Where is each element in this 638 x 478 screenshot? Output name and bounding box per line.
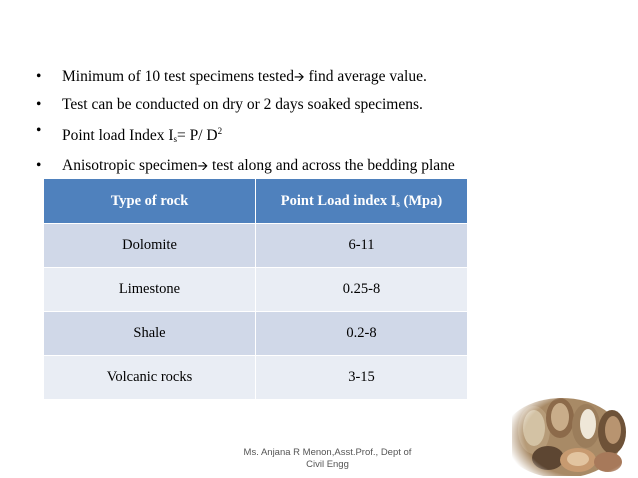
bullet-text: Anisotropic specimen (62, 156, 198, 174)
bullet-item-anisotropic (30, 153, 455, 181)
index-value-cell: 3-15 (256, 356, 468, 400)
header-point-load-index (256, 179, 468, 224)
right-arrow-icon: 🡪 (197, 158, 209, 174)
index-value-cell: 6-11 (256, 224, 468, 268)
index-value-cell: 0.25-8 (256, 268, 468, 312)
bullet-list (30, 64, 455, 180)
bullet-dot: • (36, 68, 42, 85)
rock-name-cell: Shale (44, 312, 256, 356)
bullet-dot: • (36, 95, 42, 113)
rock-name-cell: Limestone (44, 268, 256, 312)
point-load-table (43, 178, 468, 400)
bullet-text: Test can be conducted on dry or 2 days soaked specimens. (62, 95, 423, 113)
bullet-dot: • (36, 122, 42, 139)
header-col2-prefix: Point Load index I (280, 192, 397, 209)
bullet-item-test-conditions (30, 92, 455, 119)
bullet-dot: • (36, 156, 42, 174)
formula-subscript: s (173, 134, 178, 144)
bullet-text-rest: test along and across the bedding plane (208, 156, 455, 174)
right-arrow-icon: 🡪 (294, 70, 305, 85)
formula-superscript: 2 (217, 126, 223, 136)
rock-name-cell: Volcanic rocks (44, 356, 256, 400)
bullet-item-formula (30, 118, 455, 153)
bullet-item-specimen-count (30, 64, 455, 92)
footer-line-1: Ms. Anjana R Menon,Asst.Prof., Dept of (243, 447, 412, 458)
formula-middle: = P/ D (177, 127, 218, 144)
index-value-cell: 0.2-8 (256, 312, 468, 356)
table-row (44, 356, 468, 400)
header-rock-type: Type of rock (44, 179, 256, 224)
table-row (44, 224, 468, 268)
footer-line-2: Civil Engg (306, 459, 349, 470)
bullet-text-rest: find average value. (304, 68, 427, 85)
table-row (44, 312, 468, 356)
formula-prefix: Point load Index I (62, 127, 174, 144)
header-col2-subscript: s (396, 198, 400, 209)
slide-footer (210, 447, 445, 471)
table-row (44, 268, 468, 312)
rock-name-cell: Dolomite (44, 224, 256, 268)
header-col2-suffix: (Mpa) (399, 192, 443, 209)
rock-samples-image (512, 388, 636, 476)
bullet-text: Minimum of 10 test specimens tested (62, 68, 295, 85)
table-header-row (44, 179, 468, 224)
